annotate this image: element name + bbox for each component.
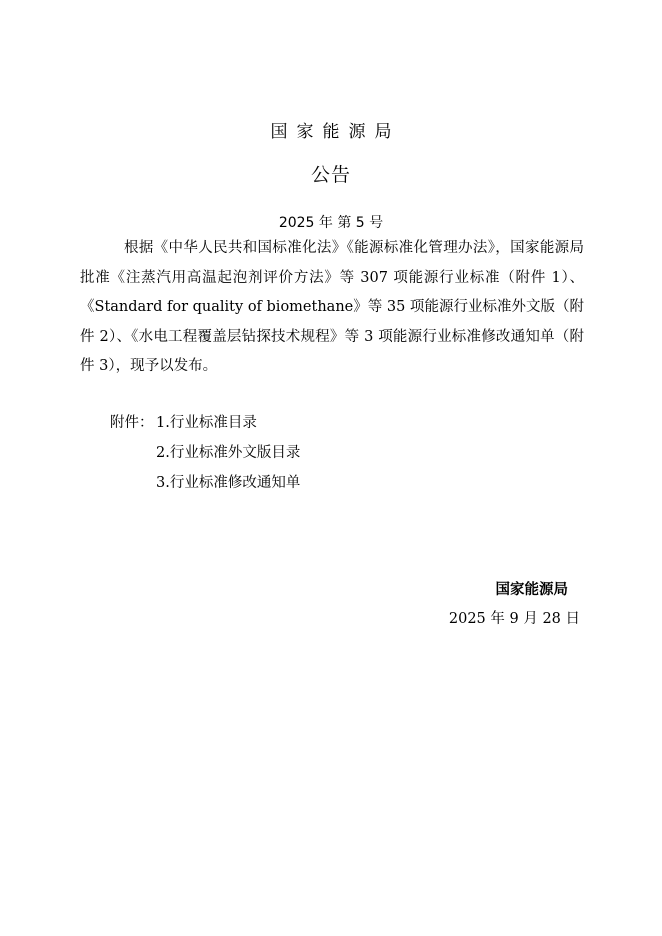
issuing-agency-heading: 国家能源局: [270, 122, 401, 142]
attachments-label: 附件：: [110, 415, 154, 431]
attachment-item-text: 2.行业标准外文版目录: [156, 445, 301, 461]
attachment-item: [110, 468, 300, 498]
attachments-list: [110, 408, 300, 498]
document-title: 公告: [310, 164, 351, 186]
attachment-item: [110, 438, 300, 468]
document-number: 2025 年 第 5 号: [278, 215, 384, 231]
issuer-signature: 国家能源局: [495, 582, 568, 598]
announcement-paragraph: 根据《中华人民共和国标准化法》《能源标准化管理办法》，国家能源局批准《注蒸汽用高温起泡剂评价方法》等 307 项能源行业标准（附件 1）、《Standard for quality of biomethane》等 35 项能源行业标准外文版（附件 2）、《水电工程覆盖层钻探技术规程》等 3 项能源行业标准修改通知单（附件 3），现予以发布。: [80, 240, 584, 374]
attachment-item-text: 3.行业标准修改通知单: [156, 475, 301, 491]
attachment-item-text: 1.行业标准目录: [156, 415, 257, 431]
attachment-item: [110, 408, 300, 438]
issue-date: 2025 年 9 月 28 日: [448, 611, 580, 627]
